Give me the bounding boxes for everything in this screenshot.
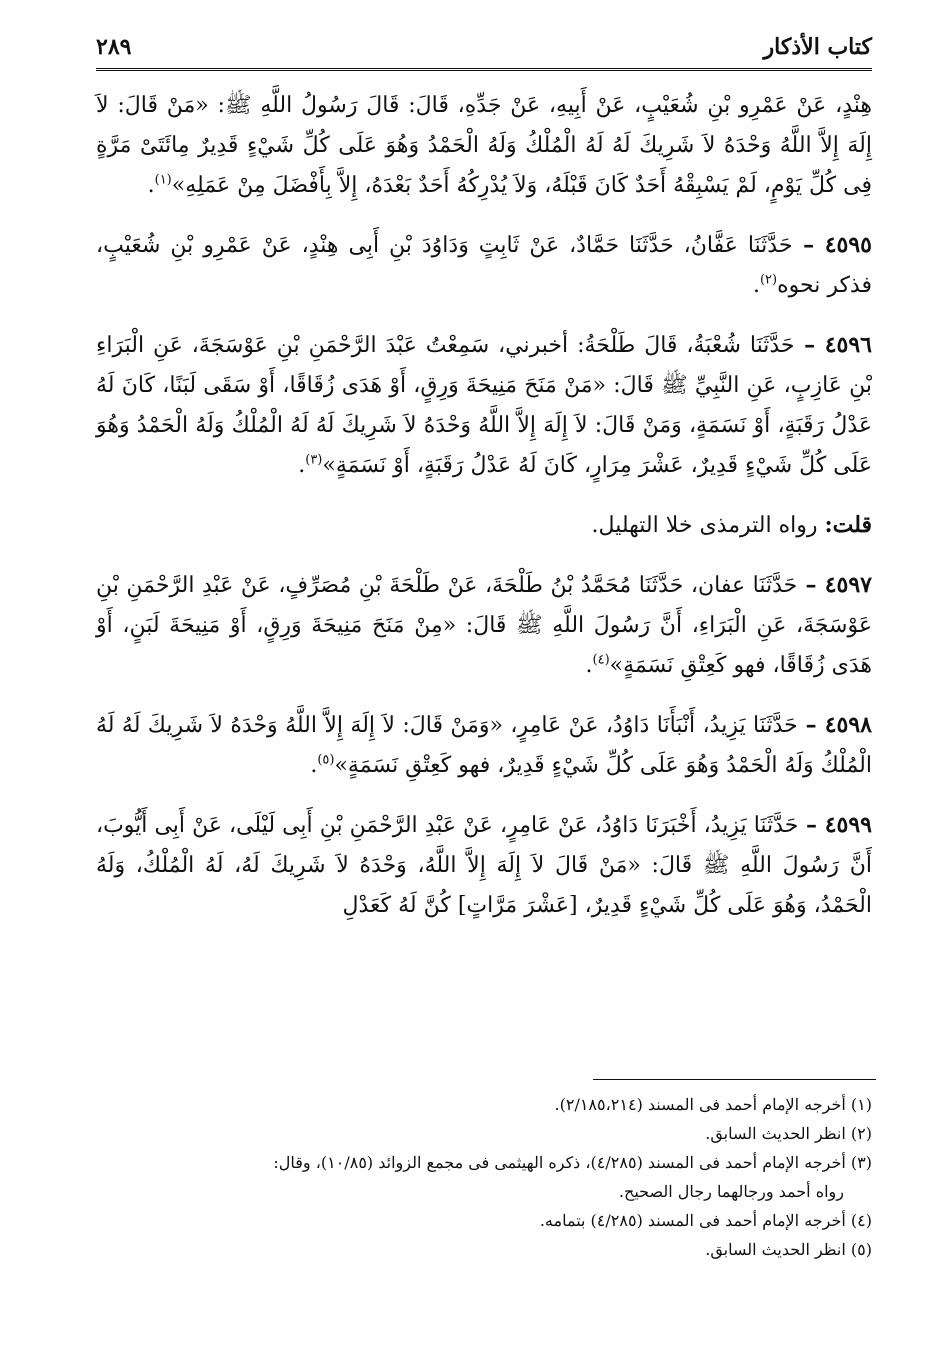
footnotes	[96, 1090, 872, 1264]
hadith-number: ٤٥٩٧	[824, 572, 872, 598]
footnote-ref: (٣)	[305, 452, 323, 468]
hadith-text: هِنْدٍ، عَنْ عَمْرِو بْنِ شُعَيْبٍ، عَنْ أَبِيهِ، عَنْ جَدِّهِ، قَالَ: قَالَ رَسُولُ اللَّهِ ﷺ: «مَنْ قَالَ: لاَ إِلَهَ إِلاَّ اللَّهُ وَحْدَهُ لاَ شَرِيكَ لَهُ لَهُ الْمُلْكُ وَلَهُ الْحَمْدُ وَهُوَ عَلَى كُلِّ شَيْءٍ قَدِيرٌ مِائَتَىْ مَرَّةٍ فِى كُلِّ يَوْمٍ، لَمْ يَسْبِقْهُ أَحَدٌ كَانَ قَبْلَهُ، وَلاَ يُدْرِكُهُ أَحَدٌ بَعْدَهُ، إِلاَّ بِأَفْضَلَ مِنْ عَمَلِهِ»	[96, 93, 872, 198]
hadith-4598	[96, 705, 872, 786]
footnote-3: (٣) أخرجه الإمام أحمد فى المسند (٤/٢٨٥)، ذكره الهيثمى فى مجمع الزوائد (١٠/٨٥)، وقال:	[273, 1153, 872, 1172]
hadith-text: حَدَّثَنَا شُعْبَةُ، قَالَ طَلْحَةُ: أخبرني، سَمِعْتُ عَبْدَ الرَّحْمَنِ بْنِ عَوْسَجَةَ، عَنِ الْبَرَاءِ بْنِ عَازِبٍ، عَنِ النَّبِيِّ ﷺ قَالَ: «مَنْ مَنَحَ مَنِيحَةَ وَرِقٍ، أَوْ هَدَى زُقَاقًا، أَوْ سَقَى لَبَنًا، كَانَ لَهُ عَدْلُ رَقَبَةٍ، أَوْ نَسَمَةٍ، وَمَنْ قَالَ: لاَ إِلَهَ إِلاَّ اللَّهُ وَحْدَهُ لاَ شَرِيكَ لَهُ لَهُ الْمُلْكُ وَلَهُ الْحَمْدُ وَهُوَ عَلَى كُلِّ شَيْءٍ قَدِيرٌ، عَشْرَ مِرَارٍ، كَانَ لَهُ عَدْلُ رَقَبَةٍ، أَوْ نَسَمَةٍ»	[96, 333, 872, 478]
footnote-ref: (١)	[154, 172, 172, 188]
footnote-ref: (٥)	[317, 752, 335, 768]
end-punct: .	[147, 173, 155, 198]
hadith-4595	[96, 225, 872, 306]
hadith-text: حَدَّثَنَا عَفَّانُ، حَدَّثَنَا حَمَّادٌ، عَنْ ثَابِتٍ وَدَاوُدَ بْنِ أَبِى هِنْدٍ، عَنْ عَمْرِو بْنِ شُعَيْبٍ، فذكر نحوه	[96, 233, 872, 298]
footnote-divider	[593, 1079, 876, 1080]
note-label: قلت:	[824, 512, 872, 538]
footnote-2: (٢) انظر الحديث السابق.	[705, 1124, 872, 1143]
footnote-5: (٥) انظر الحديث السابق.	[705, 1240, 872, 1259]
hadith-number: ٤٥٩٦	[824, 332, 872, 358]
hadith-number: ٤٥٩٥	[824, 232, 872, 258]
hadith-4597	[96, 565, 872, 686]
hadith-text: حَدَّثَنَا عفان، حَدَّثَنَا مُحَمَّدُ بْنُ طَلْحَةَ، عَنْ طَلْحَةَ بْنِ مُصَرِّفٍ، عَنْ عَبْدِ الرَّحْمَنِ بْنِ عَوْسَجَةَ، عَنِ الْبَرَاءِ، أَنَّ رَسُولَ اللَّهِ ﷺ قَالَ: «مِنْ مَنَحَ مَنِيحَةَ وَرِقٍ، أَوْ مَنِيحَةَ لَبَنٍ، أَوْ هَدَى زُقَاقًا، فهو كَعِتْقِ نَسَمَةٍ»	[96, 573, 872, 678]
page-header	[96, 28, 872, 70]
book-title: كتاب الأذكار	[763, 34, 872, 60]
editor-note	[96, 505, 872, 546]
end-punct: .	[585, 653, 593, 678]
header-divider	[96, 68, 872, 74]
end-punct: .	[298, 453, 306, 478]
hadith-dash: –	[794, 332, 825, 358]
hadith-4599	[96, 805, 872, 926]
end-punct: .	[591, 513, 599, 538]
paragraph-continuation	[96, 86, 872, 206]
hadith-dash: –	[797, 572, 825, 598]
hadith-text: حَدَّثَنَا يَزِيدُ، أَنْبَأَنَا دَاوُدُ، عَنْ عَامِرٍ، «وَمَنْ قَالَ: لاَ إِلَهَ إِلاَّ اللَّهُ وَحْدَهُ لاَ شَرِيكَ لَهُ لَهُ الْمُلْكُ وَلَهُ الْحَمْدُ وَهُوَ عَلَى كُلِّ شَيْءٍ قَدِيرٌ، فهو كَعِتْقِ نَسَمَةٍ»	[96, 713, 872, 778]
footnote-4: (٤) أخرجه الإمام أحمد فى المسند (٤/٢٨٥) بتمامه.	[539, 1211, 872, 1230]
hadith-number: ٤٥٩٨	[824, 712, 872, 738]
footnote-3-continuation: رواه أحمد ورجالهما رجال الصحيح.	[618, 1182, 844, 1201]
hadith-number: ٤٥٩٩	[824, 812, 872, 838]
hadith-4596	[96, 325, 872, 486]
end-punct: .	[752, 273, 760, 298]
page-number: ٢٨٩	[96, 34, 132, 60]
footnote-ref: (٢)	[759, 272, 778, 288]
hadith-dash: –	[798, 812, 825, 838]
footnote-ref: (٤)	[592, 652, 610, 668]
hadith-text: حَدَّثَنَا يَزِيدُ، أَخْبَرَنَا دَاوُدُ، عَنْ عَامِرٍ، عَنْ عَبْدِ الرَّحْمَنِ بْنِ أَبِى لَيْلَى، عَنْ أَبِى أَيُّوبَ، أَنَّ رَسُولَ اللَّهِ ﷺ قَالَ: «مَنْ قَالَ لاَ إِلَهَ إِلاَّ اللَّهُ، وَحْدَهُ لاَ شَرِيكَ لَهُ، لَهُ الْمُلْكُ، وَلَهُ الْحَمْدُ، وَهُوَ عَلَى كُلِّ شَيْءٍ قَدِيرٌ، [عَشْرَ مَرَّاتٍ] كُنَّ لَهُ كَعَدْلِ	[96, 813, 872, 918]
end-punct: .	[310, 753, 318, 778]
main-text	[96, 86, 872, 945]
hadith-dash: –	[792, 232, 825, 258]
footnote-1: (١) أخرجه الإمام أحمد فى المسند (٢/١٨٥،٢١٤).	[554, 1095, 872, 1114]
hadith-dash: –	[797, 712, 825, 738]
note-text: رواه الترمذى خلا التهليل	[598, 513, 825, 538]
